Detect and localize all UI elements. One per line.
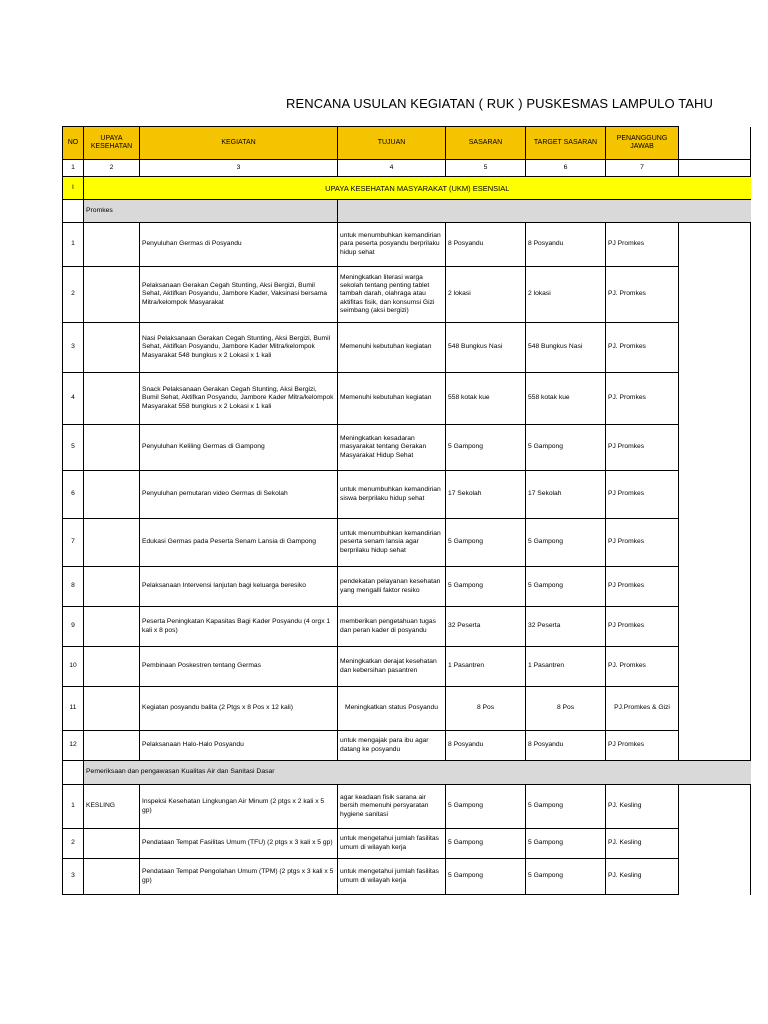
row-number: 5	[63, 425, 84, 471]
row-number: 2	[63, 267, 84, 323]
row-tujuan: Meningkatkan derajat kesehatan dan kebersihan pasantren	[338, 647, 446, 687]
row-upaya	[84, 859, 140, 895]
row-kegiatan: Snack Pelaksanaan Gerakan Cegah Stunting, Aksi Bergizi, Bumil Sehat, Aktifkan Posyandu, Jambore Kader Mitra/kelompok Masyarakat 558 bungkus x 2 Lokasi x 1 kali	[140, 373, 338, 425]
section-row	[63, 177, 751, 200]
row-upaya	[84, 647, 140, 687]
table-row	[63, 731, 751, 761]
table-row	[63, 785, 751, 829]
row-kegiatan: Penyuluhan pemutaran video Germas di Sekolah	[140, 471, 338, 519]
row-sasaran: 8 Posyandu	[446, 731, 526, 761]
column-number-cell: 7	[606, 160, 679, 177]
section-label: UPAYA KESEHATAN MASYARAKAT (UKM) ESENSIAL	[84, 177, 751, 200]
table-row	[63, 267, 751, 323]
row-number: 11	[63, 687, 84, 731]
header-cell: KEGIATAN	[140, 127, 338, 160]
row-sasaran: 548 Bungkus Nasi	[446, 323, 526, 373]
row-target: 32 Peserta	[526, 607, 606, 647]
row-number: 8	[63, 567, 84, 607]
row-upaya	[84, 223, 140, 267]
row-target: 548 Bungkus Nasi	[526, 323, 606, 373]
row-target: 8 Posyandu	[526, 731, 606, 761]
table-row	[63, 223, 751, 267]
category-row	[63, 761, 751, 785]
row-tujuan: Meningkatkan literasi warga sekolah tentang penting tablet tambah darah, olahraga atau aktifitas fisik, dan konsumsi Gizi seimbang (aksi bergizi)	[338, 267, 446, 323]
column-number-cell: 5	[446, 160, 526, 177]
row-tujuan: untuk mengetahui jumlah fasilitas umum di wilayah kerja	[338, 859, 446, 895]
empty-cell	[679, 607, 751, 647]
row-upaya	[84, 323, 140, 373]
row-kegiatan: Edukasi Germas pada Peserta Senam Lansia di Gampong	[140, 519, 338, 567]
row-sasaran: 32 Peserta	[446, 607, 526, 647]
empty-cell	[679, 647, 751, 687]
row-tujuan: untuk menumbuhkan kemandirian para peserta posyandu berprilaku hidup sehat	[338, 223, 446, 267]
table-row	[63, 373, 751, 425]
table-row	[63, 829, 751, 859]
row-tujuan: Memenuhi kebutuhan kegiatan	[338, 323, 446, 373]
column-number-cell: 6	[526, 160, 606, 177]
table-row	[63, 425, 751, 471]
row-kegiatan: Pelaksanaan Gerakan Cegah Stunting, Aksi Bergizi, Bumil Sehat, Aktifkan Posyandu, Jambore Kader, Vaksinasi bersama Mitra/kelompok Masyarakat	[140, 267, 338, 323]
row-tujuan: Meningkatkan kesadaran masyarakat tentang Gerakan Masyarakat Hidup Sehat	[338, 425, 446, 471]
row-upaya	[84, 425, 140, 471]
section-number: I	[63, 177, 84, 200]
row-target: 8 Pos	[526, 687, 606, 731]
row-number: 1	[63, 785, 84, 829]
row-kegiatan: Pembinaan Poskestren tentang Germas	[140, 647, 338, 687]
row-tujuan: untuk menumbuhkan kemandirian siswa berprilaku hidup sehat	[338, 471, 446, 519]
row-kegiatan: Pendataan Tempat Fasilitas Umum (TFU) (2 ptgs x 3 kali x 5 gp)	[140, 829, 338, 859]
row-target: 558 kotak kue	[526, 373, 606, 425]
row-penanggung-jawab: PJ Promkes	[606, 471, 679, 519]
row-penanggung-jawab: PJ Promkes	[606, 607, 679, 647]
row-target: 5 Gampong	[526, 785, 606, 829]
row-sasaran: 17 Sekolah	[446, 471, 526, 519]
category-label: Promkes	[84, 200, 338, 223]
row-tujuan: untuk mengajak para ibu agar datang ke posyandu	[338, 731, 446, 761]
header-cell: TARGET SASARAN	[526, 127, 606, 160]
row-sasaran: 5 Gampong	[446, 829, 526, 859]
row-number: 2	[63, 829, 84, 859]
empty-cell	[679, 687, 751, 731]
row-target: 5 Gampong	[526, 425, 606, 471]
row-upaya	[84, 373, 140, 425]
row-number: 4	[63, 373, 84, 425]
empty-cell	[679, 859, 751, 895]
column-number-cell: 1	[63, 160, 84, 177]
category-row	[63, 200, 751, 223]
row-sasaran: 5 Gampong	[446, 859, 526, 895]
header-cell: TUJUAN	[338, 127, 446, 160]
column-number-cell: 4	[338, 160, 446, 177]
document-title: RENCANA USULAN KEGIATAN ( RUK ) PUSKESMAS LAMPULO TAHU	[286, 96, 714, 111]
empty-cell	[63, 200, 84, 223]
empty-cell	[63, 761, 84, 785]
row-target: 2 lokasi	[526, 267, 606, 323]
row-sasaran: 5 Gampong	[446, 519, 526, 567]
row-number: 12	[63, 731, 84, 761]
column-number-cell: 3	[140, 160, 338, 177]
row-tujuan: Meningkatkan status Posyandu	[338, 687, 446, 731]
empty-cell	[679, 785, 751, 829]
row-kegiatan: Kegiatan posyandu balita (2 Ptgs x 8 Pos x 12 kali)	[140, 687, 338, 731]
row-sasaran: 5 Gampong	[446, 567, 526, 607]
row-sasaran: 2 lokasi	[446, 267, 526, 323]
row-kegiatan: Pelaksanaan Halo-Halo Posyandu	[140, 731, 338, 761]
row-sasaran: 5 Gampong	[446, 425, 526, 471]
column-number-row	[63, 160, 751, 177]
empty-cell	[679, 160, 751, 177]
row-target: 5 Gampong	[526, 567, 606, 607]
row-penanggung-jawab: PJ. Promkes	[606, 323, 679, 373]
header-cell: SASARAN	[446, 127, 526, 160]
empty-cell	[679, 731, 751, 761]
row-sasaran: 558 kotak kue	[446, 373, 526, 425]
row-penanggung-jawab: PJ. Kesling	[606, 829, 679, 859]
empty-cell	[679, 471, 751, 519]
row-target: 1 Pasantren	[526, 647, 606, 687]
row-penanggung-jawab: PJ.Promkes & Gizi	[606, 687, 679, 731]
ruk-table-body	[63, 127, 751, 895]
row-sasaran: 8 Posyandu	[446, 223, 526, 267]
header-cell: PENANGGUNG JAWAB	[606, 127, 679, 160]
empty-cell	[679, 425, 751, 471]
row-target: 5 Gampong	[526, 829, 606, 859]
empty-cell	[679, 223, 751, 267]
empty-cell	[679, 323, 751, 373]
row-upaya	[84, 267, 140, 323]
row-kegiatan: Penyuluhan Keliling Germas di Gampong	[140, 425, 338, 471]
row-upaya	[84, 687, 140, 731]
table-row	[63, 519, 751, 567]
row-penanggung-jawab: PJ Promkes	[606, 567, 679, 607]
row-tujuan: agar keadaan fisik sarana air bersih memenuhi persyaratan hygiene sanitasi	[338, 785, 446, 829]
row-number: 3	[63, 859, 84, 895]
table-row	[63, 687, 751, 731]
row-number: 7	[63, 519, 84, 567]
header-cell: UPAYA KESEHATAN	[84, 127, 140, 160]
row-number: 1	[63, 223, 84, 267]
row-penanggung-jawab: PJ Promkes	[606, 731, 679, 761]
category-label: Pemeriksaan dan pengawasan Kualitas Air dan Sanitasi Dasar	[84, 761, 751, 785]
row-upaya: KESLING	[84, 785, 140, 829]
row-target: 5 Gampong	[526, 519, 606, 567]
row-sasaran: 1 Pasantren	[446, 647, 526, 687]
ruk-table	[62, 126, 751, 895]
empty-cell	[679, 567, 751, 607]
row-penanggung-jawab: PJ Promkes	[606, 519, 679, 567]
row-tujuan: untuk menumbuhkan kemandirian peserta senam lansia agar berprilaku hidup sehat	[338, 519, 446, 567]
row-tujuan: memberikan pengetahuan tugas dan peran kader di posyandu	[338, 607, 446, 647]
row-number: 6	[63, 471, 84, 519]
header-row	[63, 127, 751, 160]
row-penanggung-jawab: PJ. Promkes	[606, 373, 679, 425]
row-target: 17 Sekolah	[526, 471, 606, 519]
row-sasaran: 5 Gampong	[446, 785, 526, 829]
row-kegiatan: Pelaksanaan Intervensi lanjutan bagi keluarga beresiko	[140, 567, 338, 607]
row-upaya	[84, 519, 140, 567]
row-number: 9	[63, 607, 84, 647]
row-kegiatan: Inspeksi Kesehatan Lingkungan Air Minum (2 ptgs x 2 kali x 5 gp)	[140, 785, 338, 829]
table-row	[63, 323, 751, 373]
header-cell: NO	[63, 127, 84, 160]
row-upaya	[84, 607, 140, 647]
empty-cell	[679, 127, 751, 160]
empty-cell	[679, 267, 751, 323]
row-kegiatan: Peserta Peningkatan Kapasitas Bagi Kader Posyandu (4 orgx 1 kali x 8 pos)	[140, 607, 338, 647]
row-sasaran: 8 Pos	[446, 687, 526, 731]
row-upaya	[84, 567, 140, 607]
column-number-cell: 2	[84, 160, 140, 177]
row-target: 8 Posyandu	[526, 223, 606, 267]
empty-cell	[679, 373, 751, 425]
row-upaya	[84, 731, 140, 761]
row-penanggung-jawab: PJ. Promkes	[606, 267, 679, 323]
row-tujuan: Memenuhi kebutuhan kegiatan	[338, 373, 446, 425]
table-row	[63, 859, 751, 895]
empty-cell	[679, 829, 751, 859]
row-number: 3	[63, 323, 84, 373]
row-upaya	[84, 471, 140, 519]
table-row	[63, 607, 751, 647]
row-penanggung-jawab: PJ Promkes	[606, 425, 679, 471]
row-penanggung-jawab: PJ. Kesling	[606, 859, 679, 895]
row-kegiatan: Penyuluhan Germas di Posyandu	[140, 223, 338, 267]
table-row	[63, 567, 751, 607]
table-row	[63, 647, 751, 687]
row-tujuan: untuk mengetahui jumlah fasilitas umum di wilayah kerja	[338, 829, 446, 859]
row-penanggung-jawab: PJ. Promkes	[606, 647, 679, 687]
row-penanggung-jawab: PJ. Kesling	[606, 785, 679, 829]
row-number: 10	[63, 647, 84, 687]
empty-cell	[338, 200, 751, 223]
row-target: 5 Gampong	[526, 859, 606, 895]
row-upaya	[84, 829, 140, 859]
row-kegiatan: Nasi Pelaksanaan Gerakan Cegah Stunting, Aksi Bergizi, Bumil Sehat, Aktifkan Posyandu, Jambore Kader Mitra/kelompok Masyarakat 548 bungkus x 2 Lokasi x 1 kali	[140, 323, 338, 373]
row-tujuan: pendekatan pelayanan kesehatan yang mengalli faktor resiko	[338, 567, 446, 607]
empty-cell	[679, 519, 751, 567]
row-kegiatan: Pendataan Tempat Pengolahan Umum (TPM) (2 ptgs x 3 kali x 5 gp)	[140, 859, 338, 895]
table-row	[63, 471, 751, 519]
row-penanggung-jawab: PJ Promkes	[606, 223, 679, 267]
